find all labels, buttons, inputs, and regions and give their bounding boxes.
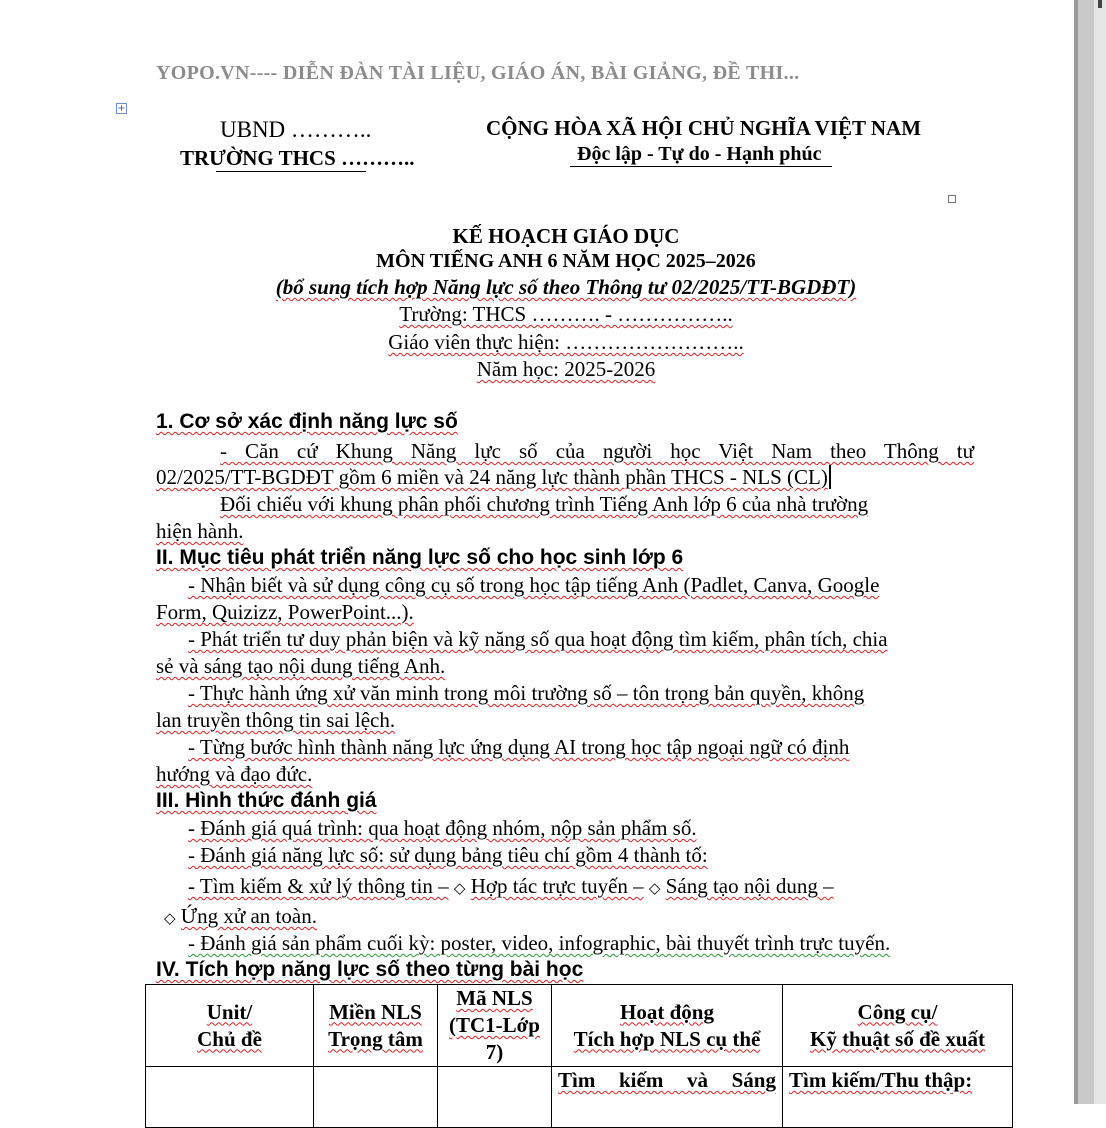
goal-2-line1: - Phát triển tư duy phản biện và kỹ năng số qua hoạt động tìm kiếm, phân tích, chia <box>188 627 888 651</box>
cell-tools[interactable]: Tìm kiếm/Thu thập: <box>783 1067 1013 1128</box>
criterion-3: Sáng tạo nội dung – <box>665 874 834 898</box>
cell-domain[interactable] <box>314 1067 438 1128</box>
watermark-header: YOPO.VN---- DIỄN ĐÀN TÀI LIỆU, GIÁO ÁN, BÀI GIẢNG, ĐỀ THI... <box>156 62 800 84</box>
teacher-line: Giáo viên thực hiện: …………………….. <box>388 330 744 354</box>
table-header-row <box>146 985 1013 1067</box>
section-4-heading: IV. Tích hợp năng lực số theo từng bài học <box>156 958 584 981</box>
diamond-bullet-icon: ◇ <box>648 879 661 897</box>
goal-1-line2: Form, Quizizz, PowerPoint...). <box>156 600 414 624</box>
header-country: CỘNG HÒA XÃ HỘI CHỦ NGHĨA VIỆT NAM <box>486 116 922 140</box>
assessment-digital: - Đánh giá năng lực số: sử dụng bảng tiêu chí gồm 4 thành tố: <box>188 843 708 867</box>
nls-integration-table <box>145 984 1013 1128</box>
scroll-thumb[interactable] <box>1098 0 1102 8</box>
cell-end-marker <box>948 195 956 203</box>
goal-1-line1: - Nhận biết và sử dụng công cụ số trong học tập tiếng Anh (Padlet, Canva, Google <box>188 573 880 597</box>
doc-subtitle: MÔN TIẾNG ANH 6 NĂM HỌC 2025–2026 <box>376 250 756 272</box>
col-unit: Unit/ Chủ đề <box>146 985 314 1067</box>
header-motto: Độc lập - Tự do - Hạnh phúc <box>577 143 822 165</box>
goal-4-line2: hướng và đạo đức. <box>156 762 313 786</box>
goal-2-line2: sẻ và sáng tạo nội dung tiếng Anh. <box>156 654 446 678</box>
goal-3-line1: - Thực hành ứng xử văn minh trong môi trường số – tôn trọng bản quyền, không <box>188 681 865 705</box>
section-2-heading: II. Mục tiêu phát triển năng lực số cho học sinh lớp 6 <box>156 546 684 569</box>
table-row <box>146 1067 1013 1128</box>
doc-title: KẾ HOẠCH GIÁO DỤC <box>452 224 680 248</box>
cell-code[interactable] <box>438 1067 552 1128</box>
section-1-p1-line1: - Căn cứ Khung Năng lực số của người học Việt Nam theo Thông tư <box>220 439 974 463</box>
vertical-scrollbar[interactable] <box>1074 0 1106 1104</box>
criteria-row-2 <box>164 904 317 929</box>
section-1-p2-line1: Đối chiếu với khung phân phối chương trình Tiếng Anh lớp 6 của nhà trường <box>220 492 869 516</box>
section-3-heading: III. Hình thức đánh giá <box>156 789 377 812</box>
col-code: Mã NLS (TC1-Lớp 7) <box>438 985 552 1067</box>
doc-note: (bổ sung tích hợp Năng lực số theo Thông tư 02/2025/TT-BGDĐT) <box>275 275 857 299</box>
criterion-2: Hợp tác trực tuyến – <box>470 874 644 898</box>
criterion-1: - Tìm kiếm & xử lý thông tin – <box>188 874 449 898</box>
criteria-row <box>188 874 834 899</box>
assessment-process: - Đánh giá quá trình: qua hoạt động nhóm, nộp sản phẩm số. <box>188 816 697 840</box>
header-left-rule <box>216 171 366 172</box>
criterion-4: Ứng xử an toàn. <box>180 904 317 928</box>
school-year-line: Năm học: 2025-2026 <box>476 357 656 381</box>
diamond-bullet-icon: ◇ <box>453 879 466 897</box>
table-move-handle-icon[interactable]: + <box>117 103 126 114</box>
col-activity: Hoạt động Tích hợp NLS cụ thể <box>552 985 783 1067</box>
section-1-heading: 1. Cơ sở xác định năng lực số <box>156 410 458 433</box>
cell-activity[interactable]: Tìm kiếm và Sáng <box>552 1067 783 1128</box>
cell-unit[interactable] <box>146 1067 314 1128</box>
goal-4-line1: - Từng bước hình thành năng lực ứng dụng AI trong học tập ngoại ngữ có định <box>188 735 850 759</box>
diamond-bullet-icon: ◇ <box>164 909 176 927</box>
goal-3-line2: lan truyền thông tin sai lệch. <box>156 708 396 732</box>
section-1-p2-line2: hiện hành. <box>156 519 244 543</box>
school-line: Trường: THCS ………. - …………….. <box>399 302 733 326</box>
assessment-final: - Đánh giá sản phẩm cuối kỳ: poster, video, infographic, bài thuyết trình trực tuyến. <box>188 931 891 955</box>
col-domain: Miền NLS Trọng tâm <box>314 985 438 1067</box>
col-tools: Công cụ/ Kỹ thuật số đề xuất <box>783 985 1013 1067</box>
section-1-p1-line2: 02/2025/TT-BGDĐT gồm 6 miền và 24 năng lực thành phần THCS - NLS (CL) <box>156 465 831 490</box>
header-ubnd: UBND ……….. <box>220 117 372 142</box>
header-right-rule <box>570 166 832 167</box>
header-school: TRƯỜNG THCS ……….. <box>180 146 415 170</box>
